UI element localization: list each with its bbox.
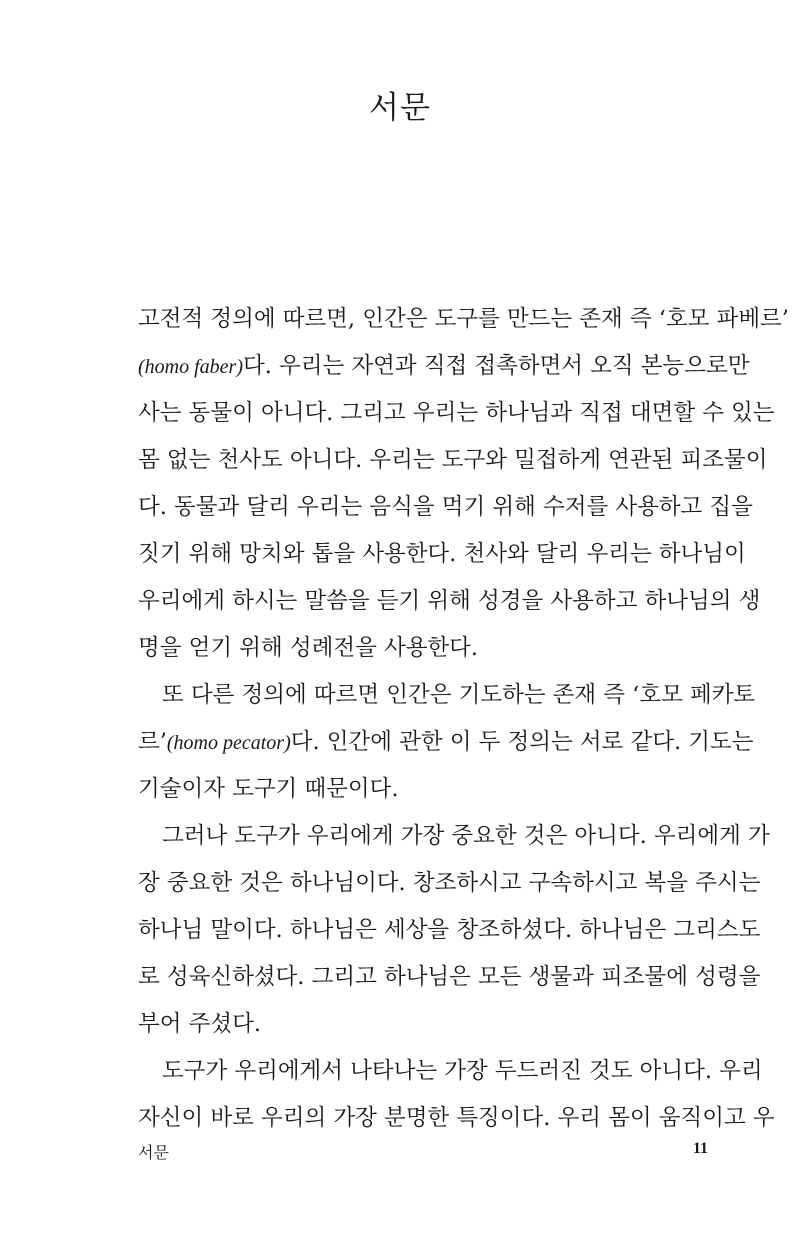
page-title: 서문: [369, 90, 431, 126]
text-line: 몸 없는 천사도 아니다. 우리는 도구와 밀접하게 연관된 피조물이: [138, 447, 768, 473]
text-line: 자신이 바로 우리의 가장 분명한 특징이다. 우리 몸이 움직이고 우: [138, 1105, 775, 1131]
text-line: 로 성육신하셨다. 그리고 하나님은 모든 생물과 피조물에 성령을: [138, 964, 761, 990]
text-line: 우리에게 하시는 말씀을 듣기 위해 성경을 사용하고 하나님의 생: [138, 588, 761, 614]
text-line: 기술이자 도구기 때문이다.: [138, 776, 399, 802]
text-line: 부어 주셨다.: [138, 1011, 261, 1037]
page-number: 11: [692, 1140, 708, 1157]
latin-term: (homo faber): [138, 356, 243, 378]
text-line: (homo faber)다. 우리는 자연과 직접 접촉하면서 오직 본능으로만: [138, 353, 750, 379]
text-line: 하나님 말이다. 하나님은 세상을 창조하셨다. 하나님은 그리스도: [138, 917, 761, 943]
text-line: 르’(homo pecator)다. 인간에 관한 이 두 정의는 서로 같다. 기도는: [138, 729, 754, 755]
text-line: 그러나 도구가 우리에게 가장 중요한 것은 아니다. 우리에게 가: [162, 823, 770, 849]
body-text: [138, 298, 789, 1144]
text-line: 고전적 정의에 따르면, 인간은 도구를 만드는 존재 즉 ‘호모 파베르’: [138, 306, 789, 332]
footer-section-title: 서문: [138, 1143, 169, 1162]
text-line: 짓기 위해 망치와 톱을 사용한다. 천사와 달리 우리는 하나님이: [138, 541, 746, 567]
text-line: 명을 얻기 위해 성례전을 사용한다.: [138, 635, 479, 661]
text-line: 또 다른 정의에 따르면 인간은 기도하는 존재 즉 ‘호모 페카토: [162, 682, 756, 708]
text-line: 장 중요한 것은 하나님이다. 창조하시고 구속하시고 복을 주시는: [138, 870, 761, 896]
text-line: 다. 동물과 달리 우리는 음식을 먹기 위해 수저를 사용하고 집을: [138, 494, 753, 520]
text-line: 사는 동물이 아니다. 그리고 우리는 하나님과 직접 대면할 수 있는: [138, 400, 775, 426]
latin-term: (homo pecator): [166, 732, 291, 754]
text-line: 도구가 우리에게서 나타나는 가장 두드러진 것도 아니다. 우리: [162, 1058, 763, 1084]
